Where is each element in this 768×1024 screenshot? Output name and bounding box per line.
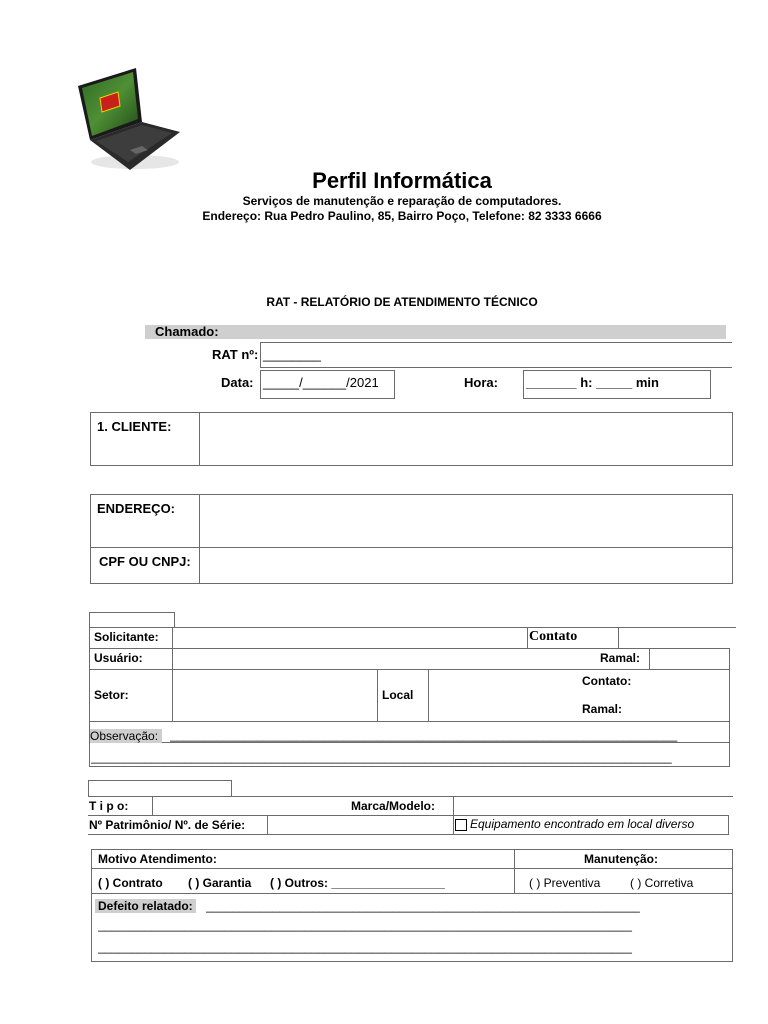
local-diverso-label: Equipamento encontrado em local diverso: [470, 817, 695, 831]
company-name: Perfil Informática: [312, 168, 492, 193]
patrimonio-label: Nº Patrimônio/ Nº. de Série:: [89, 818, 246, 832]
local-field[interactable]: [429, 670, 574, 720]
observacao-line[interactable]: ____________________________________________________________________________: [170, 728, 678, 742]
ramal-secondary-label: Ramal:: [582, 702, 623, 716]
solicitante-label: Solicitante:: [94, 630, 159, 644]
cpf-cnpj-label: CPF OU CNPJ:: [99, 554, 191, 569]
defeito-line-1[interactable]: _________________________________________________________________: [206, 899, 640, 913]
marca-modelo-label: Marca/Modelo:: [351, 799, 436, 813]
solicitante-field[interactable]: [173, 628, 526, 647]
patrimonio-field[interactable]: [268, 816, 452, 833]
setor-field[interactable]: [173, 670, 376, 720]
preventiva-option[interactable]: ( ) Preventiva: [529, 876, 601, 890]
chamado-label: Chamado:: [155, 324, 219, 339]
cliente-field[interactable]: [200, 413, 732, 465]
contato-field[interactable]: [619, 628, 729, 647]
endereco-label: ENDEREÇO:: [97, 501, 176, 516]
company-tagline: Serviços de manutenção e reparação de computadores.: [242, 194, 562, 208]
form-title: RAT - RELATÓRIO DE ATENDIMENTO TÉCNICO: [266, 295, 538, 309]
defeito-label: Defeito relatado:: [95, 899, 196, 913]
corretiva-option[interactable]: ( ) Corretiva: [630, 876, 694, 890]
local-label: Local: [382, 688, 414, 702]
tipo-field[interactable]: [153, 797, 348, 814]
contato-secondary-label: Contato:: [582, 674, 632, 688]
hora-label: Hora:: [464, 375, 498, 390]
marca-modelo-field[interactable]: [454, 797, 729, 814]
setor-label: Setor:: [94, 688, 129, 702]
hora-value: _______ h: _____ min: [526, 375, 659, 390]
hora-field[interactable]: [523, 370, 711, 399]
garantia-option[interactable]: ( ) Garantia: [188, 876, 252, 890]
ramal-field[interactable]: [650, 649, 729, 668]
company-logo: [70, 62, 185, 174]
cliente-label: 1. CLIENTE:: [97, 419, 172, 434]
contato-label: Contato: [529, 629, 578, 644]
usuario-field[interactable]: [173, 649, 593, 668]
company-address: Endereço: Rua Pedro Paulino, 85, Bairro Poço, Telefone: 82 3333 6666: [202, 209, 602, 223]
observacao-line-2[interactable]: _______________________________________________________________________________________: [91, 750, 672, 764]
data-field[interactable]: [260, 370, 395, 399]
motivo-label: Motivo Atendimento:: [98, 852, 217, 866]
solicitante-tab: [89, 612, 175, 628]
cpf-cnpj-field[interactable]: [200, 548, 732, 583]
outros-option[interactable]: ( ) Outros: _________________: [270, 876, 445, 890]
ramal-label: Ramal:: [600, 651, 641, 665]
defeito-line-2[interactable]: ________________________________________________________________________________: [98, 918, 632, 932]
contrato-option[interactable]: ( ) Contrato: [98, 876, 163, 890]
usuario-label: Usuário:: [94, 651, 143, 665]
data-label: Data:: [221, 375, 254, 390]
local-diverso-checkbox[interactable]: [455, 819, 467, 831]
chamado-header: [145, 325, 726, 339]
rat-number-value: ________: [263, 347, 321, 362]
manutencao-label: Manutenção:: [584, 852, 659, 866]
data-value: _____/______/2021: [263, 375, 379, 390]
endereco-field[interactable]: [200, 495, 732, 546]
laptop-icon: [70, 62, 185, 174]
equipamento-tab: [88, 780, 232, 797]
observacao-label: Observação:: [90, 729, 162, 743]
defeito-line-3[interactable]: ________________________________________________________________________________: [98, 940, 632, 954]
tipo-label: T i p o:: [89, 799, 129, 813]
rat-number-field[interactable]: [260, 342, 732, 368]
rat-number-label: RAT nº:: [212, 347, 259, 362]
